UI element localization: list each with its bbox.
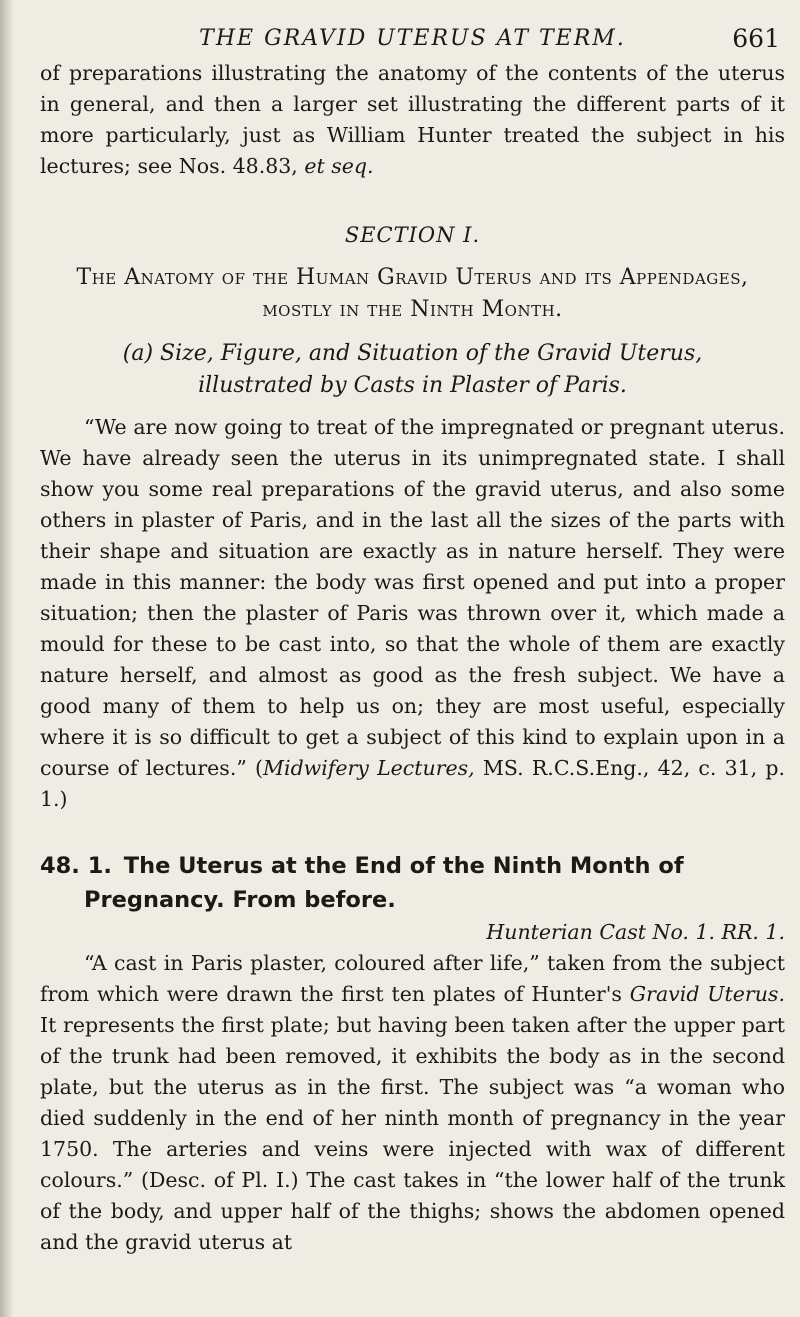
book-page xyxy=(40,0,785,1258)
entry-paragraph xyxy=(40,948,785,1258)
entry-book-title: Gravid Uterus. xyxy=(629,982,785,1006)
citation-open: ( xyxy=(255,756,264,780)
entry-text-1: “A cast in Paris plaster, coloured after life,” taken from the subject from which were drawn the first ten plates of Hunter's xyxy=(40,951,785,1006)
entry-title: The Uterus at the End of the Ninth Month of Pregnancy. From before. xyxy=(84,853,684,913)
quote-text: “We are now going to treat of the impregnated or pregnant uterus. We have already seen the uterus in its unimpregnated state. I shall show you some real preparations of the gravid uterus, and also some others in plaster of Paris, and in the last all the sizes of the parts with their shape and situation are exactly as in nature herself. They were made in this manner: the body was first opened and put into a proper situation; then the plaster of Paris was thrown over it, which made a mould for these to be cast into, so that the whole of them are exactly nature herself, and almost as good as the fresh subject. We have a good many of them to help us on; they are most useful, especially where it is so difficult to get a subject of this kind to explain upon in a course of lectures.” xyxy=(40,415,785,780)
section-title: The Anatomy of the Human Gravid Uterus and its Appendages, mostly in the Ninth Month. xyxy=(76,265,749,322)
running-head xyxy=(40,0,785,58)
entry-text-2: It represents the first plate; but having been taken after the upper part of the trunk had been removed, it exhibits the body as in the second plate, but the uterus as in the first. The subject was “a woman who died suddenly in the end of her ninth month of pregnancy in the year 1750. The arteries and veins were injected with wax of different colours.” (Desc. of Pl. I.) The cast takes in “the lower half of the trunk of the body, and upper half of the thighs; shows the abdomen opened and the gravid uterus at xyxy=(40,1013,785,1254)
entry-reference: Hunterian Cast No. 1. RR. 1. xyxy=(486,920,785,944)
quote-paragraph xyxy=(40,412,785,815)
intro-text: of preparations illustrating the anatomy of the contents of the uterus in general, and then a larger set illustrating the different parts of it more particularly, just as William Hunter treated the subject in his lectures; see Nos. 48.83, xyxy=(40,61,785,178)
citation-title: Midwifery Lectures, xyxy=(263,756,475,780)
citation-rest: MS. R.C.S.Eng., 42, c. 31, p. 1.) xyxy=(40,756,785,811)
lecture-quote xyxy=(40,412,785,815)
section-label: SECTION I. xyxy=(344,223,481,247)
running-title: THE GRAVID UTERUS AT TERM. xyxy=(199,26,626,51)
entry-number: 48. 1. xyxy=(40,853,112,879)
subsection-title: (a) Size, Figure, and Situation of the Gravid Uterus, illustrated by Casts in Plaster of Paris. xyxy=(122,341,703,398)
page-gutter-shadow xyxy=(0,0,14,1317)
page-number: 661 xyxy=(732,24,780,53)
et-seq: et seq. xyxy=(304,154,374,178)
intro-paragraph xyxy=(40,58,785,182)
entry-heading xyxy=(40,849,785,917)
